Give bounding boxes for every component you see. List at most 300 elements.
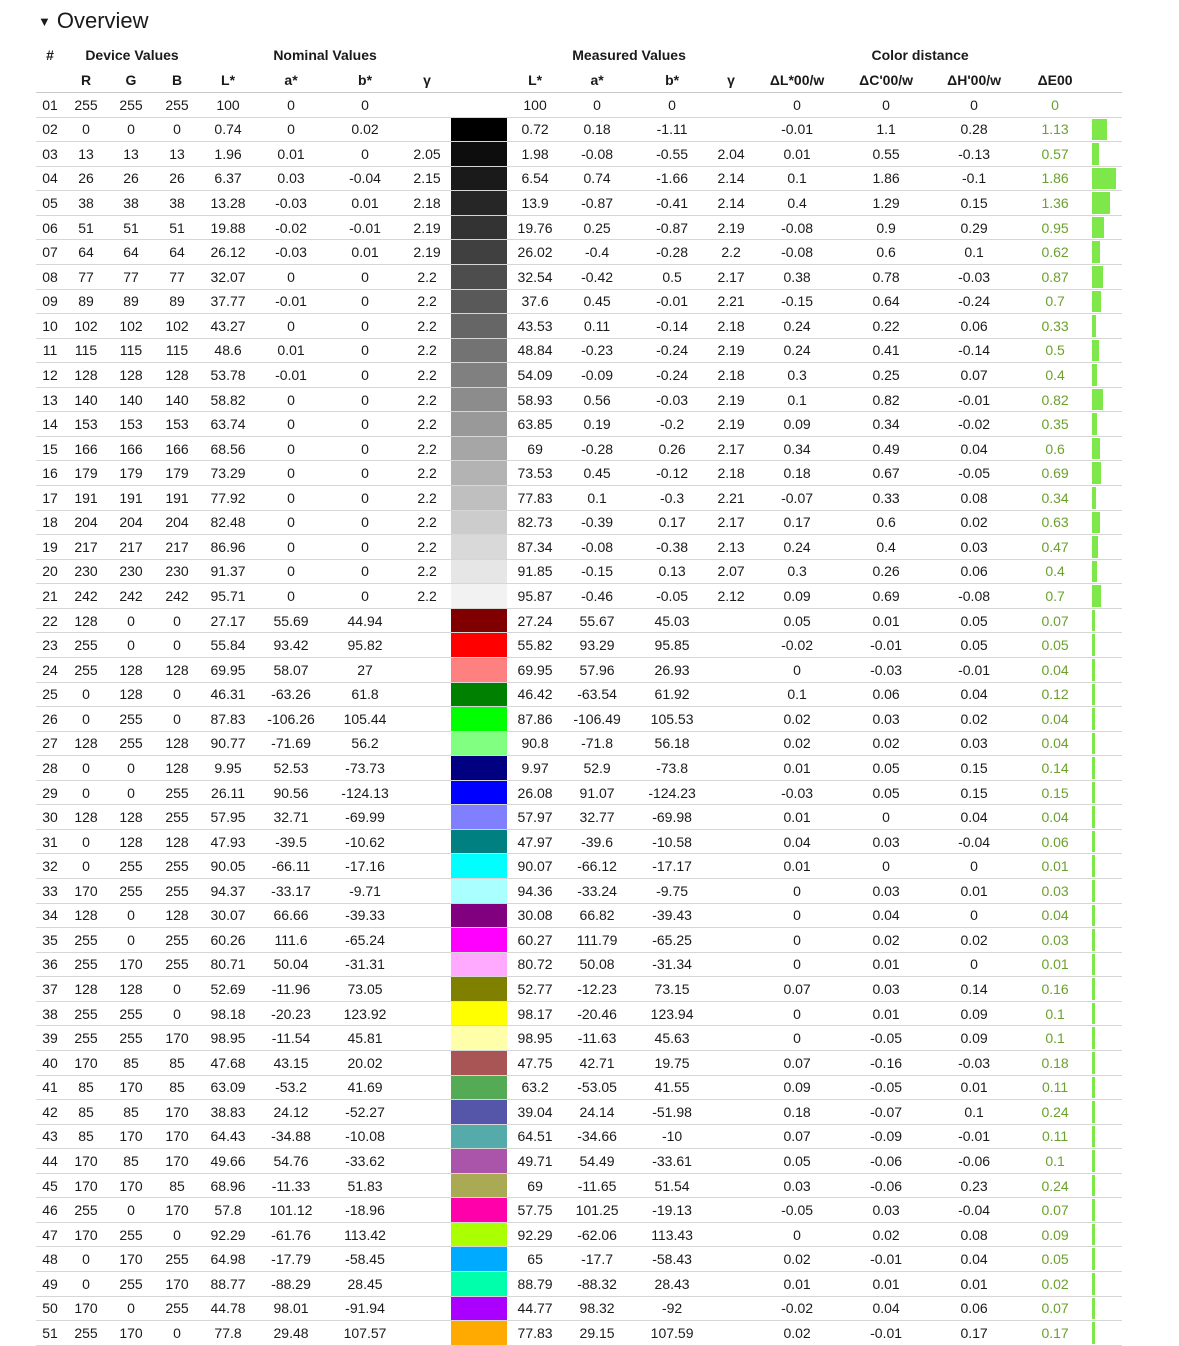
delta-h: 0.04 <box>928 682 1020 707</box>
delta-h: 0.09 <box>928 1001 1020 1026</box>
device-g: 0 <box>108 1198 154 1223</box>
color-swatch-fill <box>451 904 507 928</box>
nominal-a: 43.15 <box>256 1050 326 1075</box>
delta-e: 0.4 <box>1020 559 1090 584</box>
delta-e: 0.05 <box>1020 1247 1090 1272</box>
nominal-gamma: 2.05 <box>404 142 450 167</box>
delta-l: 0.3 <box>750 363 844 388</box>
delta-e-bar <box>1092 413 1097 435</box>
device-r: 128 <box>64 608 108 633</box>
device-b: 102 <box>154 314 200 339</box>
color-swatch-fill <box>451 756 507 780</box>
color-swatch <box>450 608 508 633</box>
delta-e-bar-cell <box>1090 633 1122 658</box>
delta-e: 1.36 <box>1020 191 1090 216</box>
nominal-b: 0 <box>326 461 404 486</box>
measured-b: -0.38 <box>632 535 712 560</box>
delta-e-bar <box>1092 806 1095 828</box>
nominal-l: 0.74 <box>200 117 256 142</box>
delta-e-bar-cell <box>1090 1247 1122 1272</box>
color-swatch <box>450 142 508 167</box>
nominal-a: 101.12 <box>256 1198 326 1223</box>
delta-e: 0.12 <box>1020 682 1090 707</box>
nominal-a: 58.07 <box>256 657 326 682</box>
nominal-a: 0 <box>256 535 326 560</box>
device-r: 170 <box>64 1296 108 1321</box>
measured-gamma: 2.21 <box>712 289 750 314</box>
delta-e-bar-cell <box>1090 289 1122 314</box>
delta-e-bar-cell <box>1090 461 1122 486</box>
delta-h: 0.07 <box>928 363 1020 388</box>
delta-h: 0.17 <box>928 1321 1020 1346</box>
measured-gamma <box>712 1272 750 1297</box>
nominal-b: 45.81 <box>326 1026 404 1051</box>
nominal-b: 0 <box>326 289 404 314</box>
measured-a: -66.12 <box>562 854 632 879</box>
table-row <box>36 584 1122 609</box>
table-row <box>36 879 1122 904</box>
row-index: 40 <box>36 1050 64 1075</box>
device-g: 0 <box>108 928 154 953</box>
device-g: 0 <box>108 117 154 142</box>
nominal-gamma: 2.2 <box>404 264 450 289</box>
delta-e: 0.04 <box>1020 805 1090 830</box>
delta-e-bar-cell <box>1090 805 1122 830</box>
color-swatch <box>450 289 508 314</box>
delta-e-bar <box>1092 1273 1095 1295</box>
device-r: 89 <box>64 289 108 314</box>
delta-h: 0 <box>928 903 1020 928</box>
color-swatch <box>450 264 508 289</box>
delta-l: -0.15 <box>750 289 844 314</box>
delta-l: 0 <box>750 657 844 682</box>
measured-gamma <box>712 1321 750 1346</box>
measured-b: -1.66 <box>632 166 712 191</box>
device-r: 170 <box>64 1222 108 1247</box>
color-swatch <box>450 1001 508 1026</box>
nominal-b: 123.92 <box>326 1001 404 1026</box>
measured-a: 0.1 <box>562 486 632 511</box>
color-swatch-fill <box>451 977 507 1001</box>
device-b: 170 <box>154 1149 200 1174</box>
nominal-b: -65.24 <box>326 928 404 953</box>
row-index: 03 <box>36 142 64 167</box>
delta-h: 0.02 <box>928 928 1020 953</box>
delta-e-bar-cell <box>1090 215 1122 240</box>
delta-l: -0.05 <box>750 1198 844 1223</box>
measured-a: 57.96 <box>562 657 632 682</box>
device-b: 128 <box>154 756 200 781</box>
measured-l: 63.2 <box>508 1075 562 1100</box>
row-index: 29 <box>36 780 64 805</box>
measured-gamma <box>712 780 750 805</box>
measured-l: 69 <box>508 1173 562 1198</box>
delta-c: 0.82 <box>844 387 928 412</box>
measured-l: 63.85 <box>508 412 562 437</box>
measured-l: 55.82 <box>508 633 562 658</box>
row-index: 42 <box>36 1100 64 1125</box>
color-swatch <box>450 1075 508 1100</box>
delta-e-bar-cell <box>1090 731 1122 756</box>
device-g: 255 <box>108 1026 154 1051</box>
measured-a: 91.07 <box>562 780 632 805</box>
measured-b: -9.75 <box>632 879 712 904</box>
measured-gamma: 2.18 <box>712 363 750 388</box>
delta-e: 0.14 <box>1020 756 1090 781</box>
overview-section-toggle[interactable] <box>38 6 149 36</box>
nominal-l: 88.77 <box>200 1272 256 1297</box>
table-row <box>36 1173 1122 1198</box>
row-index: 34 <box>36 903 64 928</box>
measured-l: 44.77 <box>508 1296 562 1321</box>
device-g: 170 <box>108 1075 154 1100</box>
delta-h: 0.08 <box>928 1222 1020 1247</box>
table-row <box>36 657 1122 682</box>
delta-l: 0.24 <box>750 314 844 339</box>
delta-e: 0.04 <box>1020 903 1090 928</box>
table-row <box>36 633 1122 658</box>
measured-b: -10.58 <box>632 829 712 854</box>
table-row <box>36 93 1122 118</box>
measured-a: -0.15 <box>562 559 632 584</box>
nominal-gamma <box>404 1198 450 1223</box>
measured-l: 73.53 <box>508 461 562 486</box>
nominal-l: 64.43 <box>200 1124 256 1149</box>
nominal-b: 0.01 <box>326 240 404 265</box>
device-r: 140 <box>64 387 108 412</box>
device-g: 128 <box>108 363 154 388</box>
measured-gamma <box>712 93 750 118</box>
delta-e-bar <box>1092 462 1101 484</box>
device-g: 128 <box>108 682 154 707</box>
measured-b: 45.63 <box>632 1026 712 1051</box>
col-delta-l: ΔL*00/w <box>750 67 844 93</box>
nominal-a: 0 <box>256 412 326 437</box>
measured-gamma <box>712 854 750 879</box>
row-index: 22 <box>36 608 64 633</box>
nominal-l: 80.71 <box>200 952 256 977</box>
color-swatch <box>450 977 508 1002</box>
nominal-b: 0 <box>326 142 404 167</box>
delta-h: -0.01 <box>928 657 1020 682</box>
device-g: 140 <box>108 387 154 412</box>
nominal-gamma <box>404 682 450 707</box>
row-index: 12 <box>36 363 64 388</box>
delta-c: 0 <box>844 93 928 118</box>
index-header: # <box>46 47 54 63</box>
nominal-a: 90.56 <box>256 780 326 805</box>
color-swatch <box>450 805 508 830</box>
device-r: 115 <box>64 338 108 363</box>
device-b: 85 <box>154 1173 200 1198</box>
measured-l: 9.97 <box>508 756 562 781</box>
measured-b: -124.23 <box>632 780 712 805</box>
color-swatch-fill <box>451 191 507 215</box>
color-swatch-fill <box>451 1100 507 1124</box>
delta-l: 0.05 <box>750 1149 844 1174</box>
delta-e: 0.47 <box>1020 535 1090 560</box>
delta-e-bar-cell <box>1090 363 1122 388</box>
device-g: 170 <box>108 1247 154 1272</box>
color-swatch-fill <box>451 240 507 264</box>
table-row <box>36 1198 1122 1223</box>
nominal-b: -0.01 <box>326 215 404 240</box>
measured-a: -88.32 <box>562 1272 632 1297</box>
measured-l: 47.75 <box>508 1050 562 1075</box>
delta-e: 0.03 <box>1020 879 1090 904</box>
delta-e: 0.34 <box>1020 486 1090 511</box>
row-index: 25 <box>36 682 64 707</box>
color-swatch <box>450 1050 508 1075</box>
table-row <box>36 314 1122 339</box>
delta-e-bar-cell <box>1090 510 1122 535</box>
nominal-a: -17.79 <box>256 1247 326 1272</box>
measured-gamma: 2.21 <box>712 486 750 511</box>
device-b: 26 <box>154 166 200 191</box>
measured-b: -0.03 <box>632 387 712 412</box>
device-b: 64 <box>154 240 200 265</box>
device-g: 191 <box>108 486 154 511</box>
delta-e-bar <box>1092 831 1095 853</box>
delta-h: -0.03 <box>928 264 1020 289</box>
color-swatch <box>450 1321 508 1346</box>
table-row <box>36 338 1122 363</box>
measured-a: 24.14 <box>562 1100 632 1125</box>
device-b: 13 <box>154 142 200 167</box>
delta-h: 0.14 <box>928 977 1020 1002</box>
measured-a: -0.09 <box>562 363 632 388</box>
nominal-b: -18.96 <box>326 1198 404 1223</box>
table-row <box>36 1050 1122 1075</box>
delta-e-bar-cell <box>1090 1100 1122 1125</box>
nominal-b: 0 <box>326 486 404 511</box>
measured-b: -0.2 <box>632 412 712 437</box>
measured-b: -33.61 <box>632 1149 712 1174</box>
color-swatch-fill <box>451 1076 507 1100</box>
delta-l: 0.09 <box>750 1075 844 1100</box>
device-g: 85 <box>108 1149 154 1174</box>
color-swatch <box>450 461 508 486</box>
measured-a: -0.4 <box>562 240 632 265</box>
nominal-l: 1.96 <box>200 142 256 167</box>
delta-h: -0.08 <box>928 584 1020 609</box>
nominal-gamma: 2.2 <box>404 461 450 486</box>
device-r: 204 <box>64 510 108 535</box>
row-index: 46 <box>36 1198 64 1223</box>
delta-h: -0.24 <box>928 289 1020 314</box>
delta-e-bar <box>1092 1224 1095 1246</box>
measured-a: 0 <box>562 93 632 118</box>
device-b: 170 <box>154 1100 200 1125</box>
delta-e: 0.03 <box>1020 928 1090 953</box>
delta-e-bar-cell <box>1090 166 1122 191</box>
measured-a: 54.49 <box>562 1149 632 1174</box>
color-swatch-fill <box>451 118 507 142</box>
device-r: 0 <box>64 1247 108 1272</box>
nominal-a: 0 <box>256 117 326 142</box>
delta-e-bar <box>1092 929 1095 951</box>
delta-e: 0.7 <box>1020 584 1090 609</box>
delta-e-bar <box>1092 757 1095 779</box>
device-r: 179 <box>64 461 108 486</box>
row-index: 31 <box>36 829 64 854</box>
row-index: 35 <box>36 928 64 953</box>
delta-e: 0.11 <box>1020 1075 1090 1100</box>
color-swatch-fill <box>451 953 507 977</box>
delta-c: 1.29 <box>844 191 928 216</box>
nominal-l: 57.8 <box>200 1198 256 1223</box>
measured-l: 58.93 <box>508 387 562 412</box>
color-swatch <box>450 854 508 879</box>
device-r: 242 <box>64 584 108 609</box>
measured-b: 0.26 <box>632 436 712 461</box>
nominal-l: 60.26 <box>200 928 256 953</box>
measured-gamma <box>712 829 750 854</box>
delta-e-bar <box>1092 880 1095 902</box>
measured-a: -0.42 <box>562 264 632 289</box>
device-r: 230 <box>64 559 108 584</box>
measured-gamma: 2.19 <box>712 412 750 437</box>
device-r: 128 <box>64 977 108 1002</box>
nominal-l: 77.92 <box>200 486 256 511</box>
nominal-l: 19.88 <box>200 215 256 240</box>
color-swatch <box>450 903 508 928</box>
table-body <box>36 93 1122 1346</box>
delta-e-bar-cell <box>1090 264 1122 289</box>
color-swatch <box>450 1247 508 1272</box>
delta-e-bar <box>1092 905 1095 927</box>
nominal-a: 29.48 <box>256 1321 326 1346</box>
device-g: 153 <box>108 412 154 437</box>
delta-e: 0.09 <box>1020 1222 1090 1247</box>
delta-l: 0.1 <box>750 682 844 707</box>
delta-h: 0.01 <box>928 879 1020 904</box>
measured-l: 1.98 <box>508 142 562 167</box>
measured-l: 87.86 <box>508 707 562 732</box>
device-r: 170 <box>64 879 108 904</box>
nominal-a: -63.26 <box>256 682 326 707</box>
delta-l: 0 <box>750 879 844 904</box>
delta-e-bar <box>1092 978 1095 1000</box>
table-row <box>36 289 1122 314</box>
measured-b: 0.5 <box>632 264 712 289</box>
table-row <box>36 977 1122 1002</box>
device-b: 0 <box>154 117 200 142</box>
delta-l: 0.1 <box>750 387 844 412</box>
nominal-gamma <box>404 1124 450 1149</box>
nominal-gamma <box>404 608 450 633</box>
nominal-b: 0 <box>326 314 404 339</box>
measured-b: 45.03 <box>632 608 712 633</box>
measured-b: 41.55 <box>632 1075 712 1100</box>
nominal-a: -0.03 <box>256 240 326 265</box>
nominal-a: 0.03 <box>256 166 326 191</box>
nominal-gamma: 2.2 <box>404 289 450 314</box>
delta-h: 0.01 <box>928 1272 1020 1297</box>
nominal-b: 0 <box>326 436 404 461</box>
measured-l: 64.51 <box>508 1124 562 1149</box>
color-swatch <box>450 1272 508 1297</box>
table-row <box>36 559 1122 584</box>
nominal-gamma <box>404 780 450 805</box>
color-swatch-fill <box>451 830 507 854</box>
measured-gamma <box>712 731 750 756</box>
device-r: 64 <box>64 240 108 265</box>
color-swatch-fill <box>451 216 507 240</box>
measured-gamma <box>712 1149 750 1174</box>
measured-a: -0.08 <box>562 535 632 560</box>
nominal-gamma <box>404 1272 450 1297</box>
device-b: 179 <box>154 461 200 486</box>
measured-l: 90.07 <box>508 854 562 879</box>
nominal-b: 0 <box>326 412 404 437</box>
nominal-b: 0 <box>326 93 404 118</box>
device-r: 0 <box>64 780 108 805</box>
row-index: 38 <box>36 1001 64 1026</box>
delta-c: 0.02 <box>844 1222 928 1247</box>
nominal-l: 68.56 <box>200 436 256 461</box>
measured-gamma <box>712 707 750 732</box>
nominal-b: 20.02 <box>326 1050 404 1075</box>
row-index: 45 <box>36 1173 64 1198</box>
row-index: 41 <box>36 1075 64 1100</box>
device-r: 255 <box>64 952 108 977</box>
delta-l: 0.02 <box>750 707 844 732</box>
nominal-b: -58.45 <box>326 1247 404 1272</box>
row-index: 13 <box>36 387 64 412</box>
nominal-gamma <box>404 1149 450 1174</box>
nominal-a: 52.53 <box>256 756 326 781</box>
delta-e: 0.04 <box>1020 707 1090 732</box>
nominal-gamma <box>404 854 450 879</box>
delta-e: 0.07 <box>1020 1296 1090 1321</box>
nominal-gamma <box>404 633 450 658</box>
delta-c: 0.69 <box>844 584 928 609</box>
device-b: 170 <box>154 1272 200 1297</box>
delta-l: 0.24 <box>750 535 844 560</box>
delta-c: 0.03 <box>844 829 928 854</box>
nominal-b: 0.02 <box>326 117 404 142</box>
device-r: 166 <box>64 436 108 461</box>
color-swatch-fill <box>451 1272 507 1296</box>
nominal-a: 24.12 <box>256 1100 326 1125</box>
nominal-gamma: 2.2 <box>404 314 450 339</box>
device-b: 0 <box>154 707 200 732</box>
col-delta-h: ΔH'00/w <box>928 67 1020 93</box>
nominal-l: 32.07 <box>200 264 256 289</box>
device-r: 85 <box>64 1075 108 1100</box>
color-swatch <box>450 1149 508 1174</box>
nominal-l: 27.17 <box>200 608 256 633</box>
device-b: 115 <box>154 338 200 363</box>
delta-c: 0.01 <box>844 952 928 977</box>
measured-l: 88.79 <box>508 1272 562 1297</box>
delta-c: -0.01 <box>844 1247 928 1272</box>
delta-e-bar <box>1092 610 1095 632</box>
device-g: 255 <box>108 731 154 756</box>
delta-e: 1.86 <box>1020 166 1090 191</box>
color-swatch <box>450 707 508 732</box>
nominal-gamma <box>404 928 450 953</box>
table-row <box>36 387 1122 412</box>
nominal-l: 68.96 <box>200 1173 256 1198</box>
nominal-l: 94.37 <box>200 879 256 904</box>
measured-gamma <box>712 977 750 1002</box>
measured-b: 107.59 <box>632 1321 712 1346</box>
row-index: 05 <box>36 191 64 216</box>
color-swatch <box>450 559 508 584</box>
row-index: 48 <box>36 1247 64 1272</box>
